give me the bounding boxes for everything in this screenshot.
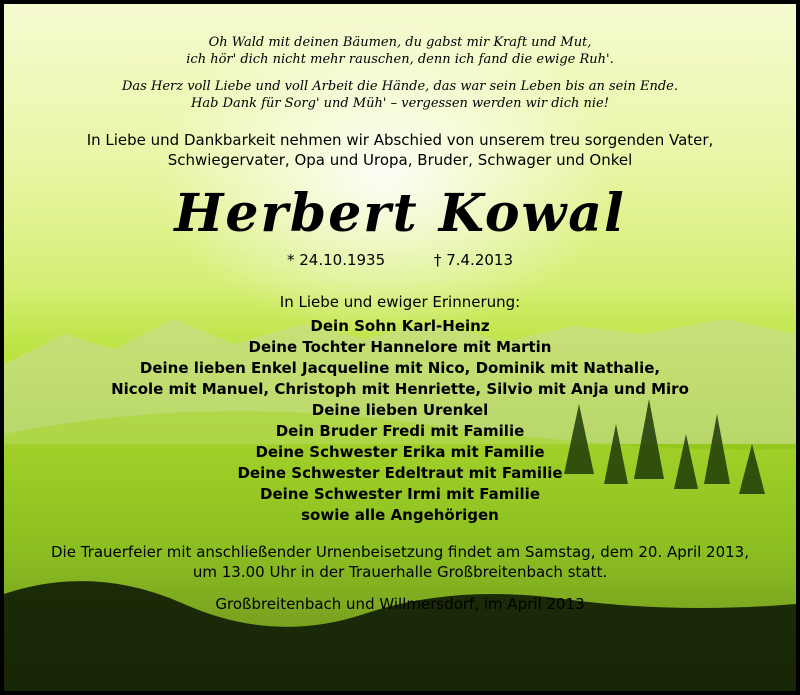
- mourner-line: Dein Sohn Karl-Heinz: [310, 317, 490, 335]
- birth-date: * 24.10.1935: [286, 251, 386, 269]
- death-date: † 7.4.2013: [433, 251, 513, 269]
- farewell-intro: [4, 130, 796, 170]
- mourners-list: [4, 316, 796, 526]
- mourner-line: Dein Bruder Fredi mit Familie: [275, 422, 525, 440]
- verse-line: Das Herz voll Liebe und voll Arbeit die Hände, das war sein Leben bis an sein Ende.: [122, 79, 678, 94]
- place-date: Großbreitenbach und Willmersdorf, im April 2013: [215, 595, 585, 613]
- verse-bottom: [4, 78, 796, 112]
- mourner-line: Deine Tochter Hannelore mit Martin: [248, 338, 552, 356]
- funeral-info: [4, 542, 796, 582]
- verse-line: ich hör' dich nicht mehr rauschen, denn ich fand die ewige Ruh'.: [186, 52, 614, 67]
- intro-line: Schwiegervater, Opa und Uropa, Bruder, Schwager und Onkel: [167, 151, 633, 169]
- funeral-line: um 13.00 Uhr in der Trauerhalle Großbreitenbach statt.: [192, 563, 608, 581]
- mourner-line: Deine Schwester Edeltraut mit Familie: [237, 464, 563, 482]
- deceased-name: Herbert Kowal: [174, 183, 626, 244]
- mourner-line: Nicole mit Manuel, Christoph mit Henriette, Silvio mit Anja und Miro: [111, 380, 689, 398]
- mourner-line: Deine Schwester Irmi mit Familie: [260, 485, 540, 503]
- remembrance-heading: In Liebe und ewiger Erinnerung:: [279, 293, 521, 311]
- mourner-line: Deine lieben Enkel Jacqueline mit Nico, Dominik mit Nathalie,: [139, 359, 661, 377]
- mourner-line: sowie alle Angehörigen: [301, 506, 499, 524]
- life-dates: [4, 250, 796, 270]
- funeral-line: Die Trauerfeier mit anschließender Urnenbeisetzung findet am Samstag, dem 20. April 2013,: [51, 543, 749, 561]
- verse-top: [4, 34, 796, 68]
- verse-line: Oh Wald mit deinen Bäumen, du gabst mir Kraft und Mut,: [208, 35, 592, 50]
- mourner-line: Deine Schwester Erika mit Familie: [255, 443, 545, 461]
- mourner-line: Deine lieben Urenkel: [311, 401, 489, 419]
- verse-line: Hab Dank für Sorg' und Müh' – vergessen werden wir dich nie!: [191, 96, 609, 111]
- intro-line: In Liebe und Dankbarkeit nehmen wir Abschied von unserem treu sorgenden Vater,: [86, 131, 714, 149]
